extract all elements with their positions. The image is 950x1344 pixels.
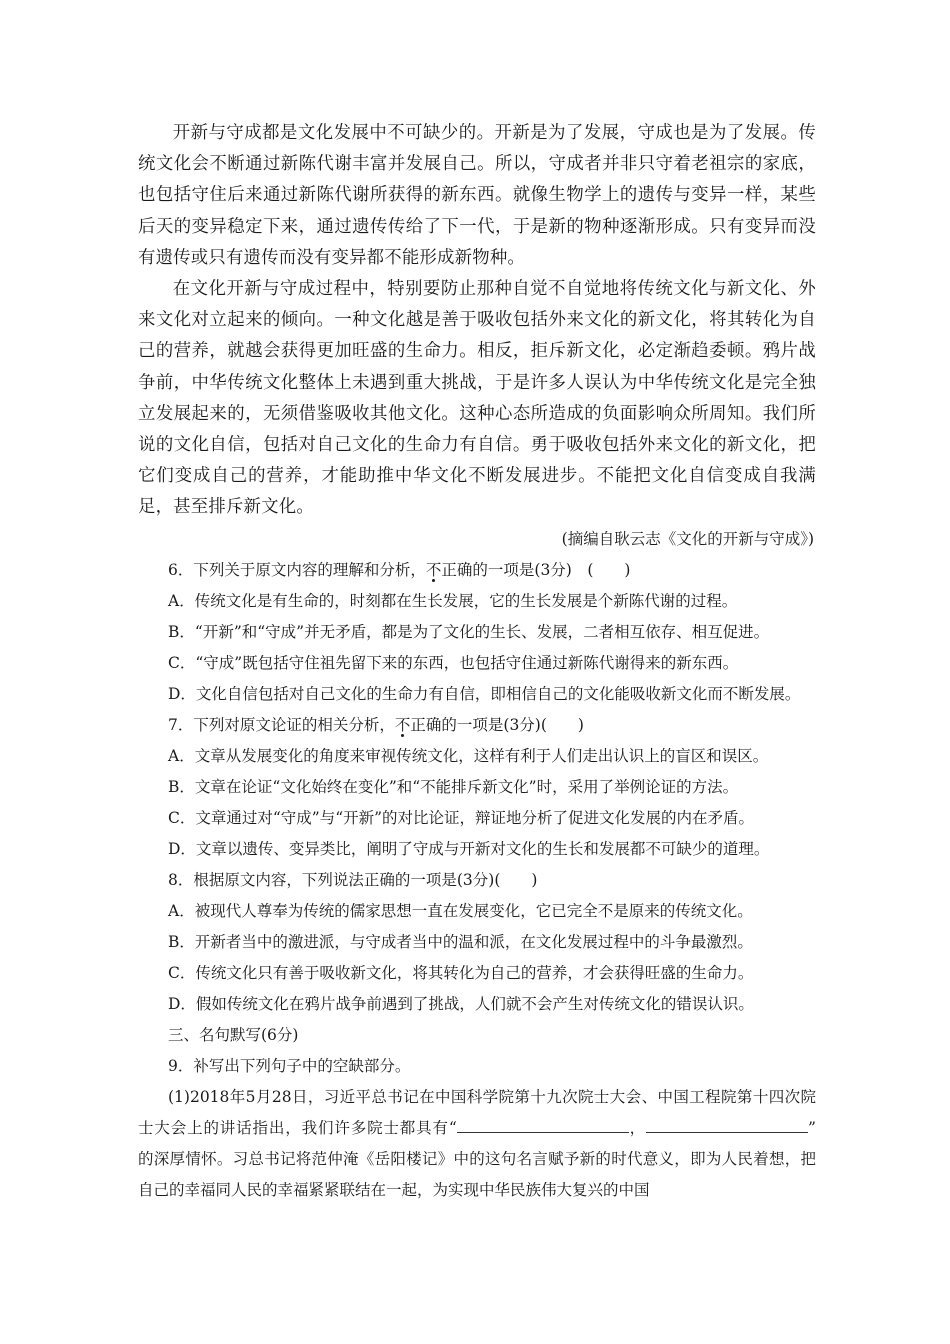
question-9-stem: 9．补写出下列句子中的空缺部分。 <box>168 1056 411 1075</box>
question-9-part-1: (1)2018年5月28日，习近平总书记在中国科学院第十九次院士大会、中国工程院第十四次院士大会上的讲话指出，我们许多院士都具有“ ， ” 的深厚情怀。习总书记将范仲淹《岳阳楼记》中的这句名言赋予新的时代意义，即为人民着想，把自己的幸福同人民的幸福紧紧联结在一起，为实现中华民族伟大复兴的中国 <box>138 1087 816 1199</box>
question-7-stem: 7．下列对原文论证的相关分析，不正确的一项是(3分)( ) <box>168 715 584 734</box>
passage-source: (摘编自耿云志《文化的开新与守成》) <box>561 529 814 548</box>
section-3-heading: 三、名句默写(6分) <box>168 1025 299 1044</box>
document-page <box>138 118 816 1206</box>
question-8-option-c: C．传统文化只有善于吸收新文化，将其转化为自己的营养，才会获得旺盛的生命力。 <box>168 963 754 982</box>
answer-blank[interactable] <box>646 1116 768 1133</box>
question-6-stem: 6．下列关于原文内容的理解和分析，不正确的一项是(3分) ( ) <box>168 560 631 579</box>
question-7-option-b: B．文章在论证“文化始终在变化”和“不能排斥新文化”时，采用了举例论证的方法。 <box>168 777 739 796</box>
answer-blank[interactable] <box>457 1116 629 1133</box>
question-7-option-c: C．文章通过对“守成”与“开新”的对比论证，辩证地分析了促进文化发展的内在矛盾。 <box>168 808 755 827</box>
question-8-option-b: B．开新者当中的激进派，与守成者当中的温和派，在文化发展过程中的斗争最激烈。 <box>168 932 753 951</box>
question-7-option-d: D．文章以遗传、变异类比，阐明了守成与开新对文化的生长和发展都不可缺少的道理。 <box>168 839 770 858</box>
question-8-option-d: D．假如传统文化在鸦片战争前遇到了挑战，人们就不会产生对传统文化的错误认识。 <box>168 994 754 1013</box>
question-7-option-a: A．文章从发展变化的角度来审视传统文化，这样有利于人们走出认识上的盲区和误区。 <box>168 746 769 765</box>
question-6-option-a: A．传统文化是有生命的，时刻都在生长发展，它的生长发展是个新陈代谢的过程。 <box>168 591 738 610</box>
passage-paragraph-2: 在文化开新与守成过程中，特别要防止那种自觉不自觉地将传统文化与新文化、外来文化对立起来的倾向。一种文化越是善于吸收包括外来文化的新文化，将其转化为自己的营养，就越会获得更加旺盛的生命力。相反，拒斥新文化，必定渐趋委顿。鸦片战争前，中华传统文化整体上未遇到重大挑战，于是许多人误认为中华传统文化是完全独立发展起来的，无须借鉴吸收其他文化。这种心态所造成的负面影响众所周知。我们所说的文化自信，包括对自己文化的生命力有自信。勇于吸收包括外来文化的新文化，把它们变成自己的营养，才能助推中华文化不断发展进步。不能把文化自信变成自我满足，甚至排斥新文化。 <box>138 279 816 518</box>
question-6-option-b: B．“开新”和“守成”并无矛盾，都是为了文化的生长、发展，二者相互依存、相互促进。 <box>168 622 770 641</box>
emphasis-dot: 不 <box>394 715 411 734</box>
answer-blank[interactable] <box>768 1116 808 1133</box>
emphasis-dot: 不 <box>425 560 442 579</box>
question-6-option-d: D．文化自信包括对自己文化的生命力有自信，即相信自己的文化能吸收新文化而不断发展。 <box>168 684 801 703</box>
passage-paragraph-1: 开新与守成都是文化发展中不可缺少的。开新是为了发展，守成也是为了发展。传统文化会不断通过新陈代谢丰富并发展自己。所以，守成者并非只守着老祖宗的家底，也包括守住后来通过新陈代谢所获得的新东西。就像生物学上的遗传与变异一样，某些后天的变异稳定下来，通过遗传传给了下一代，于是新的物种逐渐形成。只有变异而没有遗传或只有遗传而没有变异都不能形成新物种。 <box>138 123 816 268</box>
question-6-option-c: C．“守成”既包括守住祖先留下来的东西，也包括守住通过新陈代谢得来的新东西。 <box>168 653 739 672</box>
question-8-stem: 8．根据原文内容，下列说法正确的一项是(3分)( ) <box>168 870 538 889</box>
question-8-option-a: A．被现代人尊奉为传统的儒家思想一直在发展变化，它已完全不是原来的传统文化。 <box>168 901 753 920</box>
